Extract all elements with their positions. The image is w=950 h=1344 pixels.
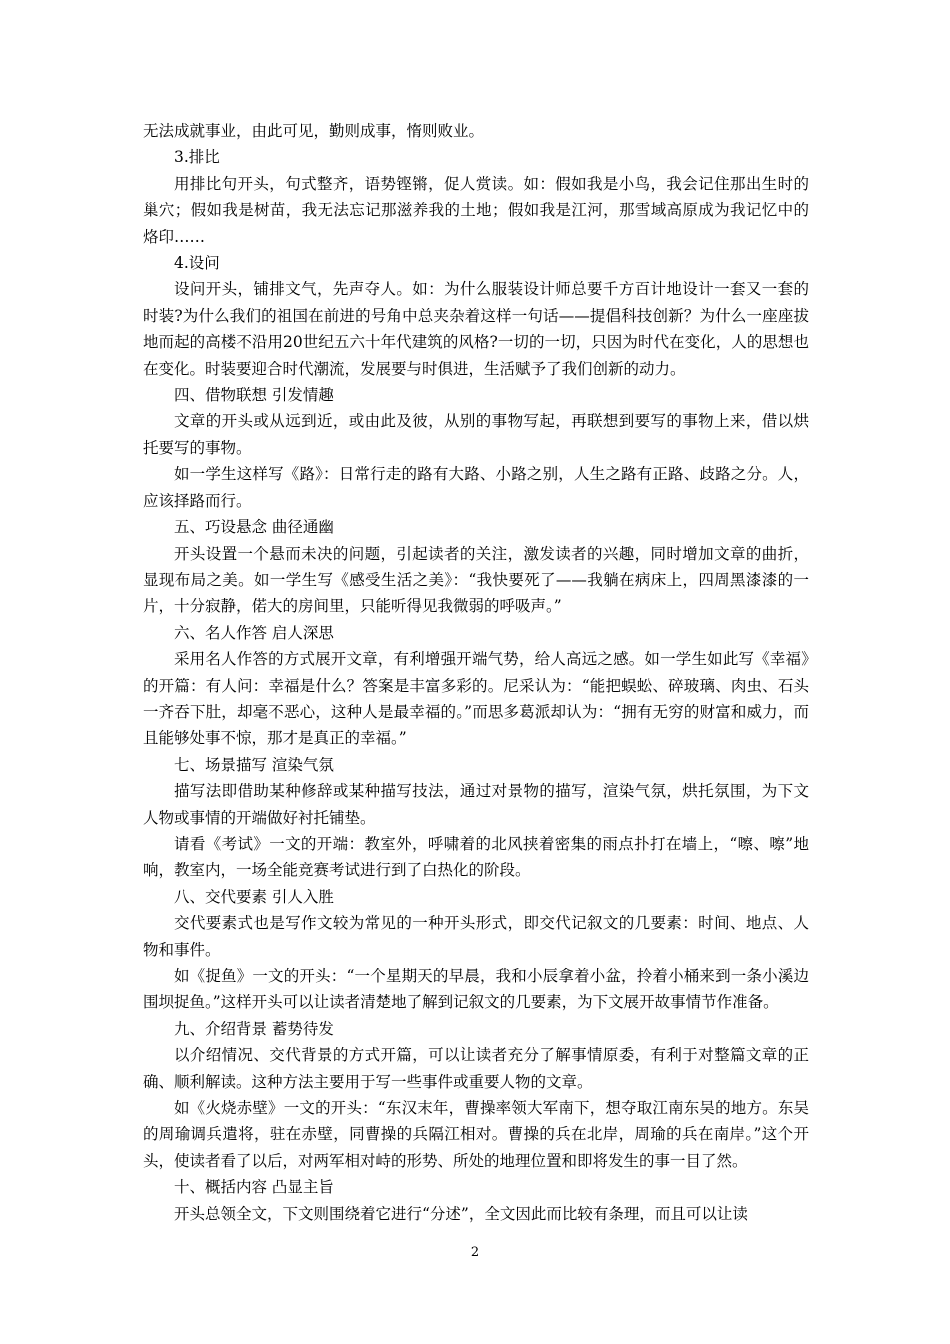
body-paragraph: 以介绍情况、交代背景的方式开篇，可以让读者充分了解事情原委，有利于对整篇文章的正确、顺利解读。这种方法主要用于写一些事件或重要人物的文章。	[143, 1046, 809, 1091]
body-paragraph: 设问开头，铺排文气，先声夺人。如：为什么服装设计师总要千方百计地设计一套又一套的时装?为什么我们的祖国在前进的号角中总夹杂着这样一句话——提倡科技创新？为什么一座座拔地而起的高楼不沿用20世纪五六十年代建筑的风格?一切的一切，只因为时代在变化，人的思想也在变化。时装要迎合时代潮流，发展要与时俱进，生活赋予了我们创新的动力。	[143, 280, 809, 378]
body-paragraph: 用排比句开头，句式整齐，语势铿锵，促人赏读。如：假如我是小鸟，我会记住那出生时的巢穴；假如我是树苗，我无法忘记那滋养我的土地；假如我是江河，那雪域高原成为我记忆中的烙印……	[143, 174, 809, 246]
body-paragraph: 如一学生这样写《路》：日常行走的路有大路、小路之别，人生之路有正路、歧路之分。人，应该择路而行。	[143, 465, 809, 510]
body-paragraph: 文章的开头或从远到近，或由此及彼，从别的事物写起，再联想到要写的事物上来，借以烘托要写的事物。	[143, 412, 809, 457]
body-paragraph: 请看《考试》一文的开端：教室外，呼啸着的北风挟着密集的雨点扑打在墙上，“嚓、嚓”地响，教室内，一场全能竞赛考试进行到了白热化的阶段。	[143, 834, 809, 880]
body-paragraph: 四、借物联想 引发情趣	[174, 386, 334, 405]
body-paragraph: 如《火烧赤壁》一文的开头：“东汉末年，曹操率领大军南下，想夺取江南东吴的地方。东吴的周瑜调兵遣将，驻在赤壁，同曹操的兵隔江相对。曹操的兵在北岸，周瑜的兵在南岸。”这个开头，使读者看了以后，对两军相对峙的形势、所处的地理位置和即将发生的事一目了然。	[143, 1099, 809, 1170]
body-paragraph: 交代要素式也是写作文较为常见的一种开头形式，即交代记叙文的几要素：时间、地点、人物和事件。	[143, 914, 809, 959]
body-paragraph: 开头总领全文，下文则围绕着它进行“分述”，全文因此而比较有条理，而且可以让读	[174, 1204, 748, 1223]
body-paragraph: 八、交代要素 引人入胜	[174, 887, 334, 906]
page-number: 2	[470, 1245, 480, 1260]
body-paragraph: 七、场景描写 渲染气氛	[174, 755, 334, 774]
body-paragraph: 五、巧设悬念 曲径通幽	[174, 518, 334, 537]
body-paragraph: 六、名人作答 启人深思	[174, 623, 334, 642]
body-paragraph: 十、概括内容 凸显主旨	[174, 1178, 334, 1197]
document-body	[143, 118, 809, 1227]
body-paragraph: 3.排比	[174, 148, 220, 167]
body-paragraph: 如《捉鱼》一文的开头：“一个星期天的早晨，我和小辰拿着小盆，拎着小桶来到一条小溪边围坝捉鱼。”这样开头可以让读者清楚地了解到记叙文的几要素，为下文展开故事情节作准备。	[143, 967, 809, 1012]
body-paragraph: 描写法即借助某种修辞或某种描写技法，通过对景物的描写，渲染气氛，烘托氛围，为下文人物或事情的开端做好衬托铺垫。	[143, 782, 809, 827]
body-paragraph: 4.设问	[174, 254, 220, 273]
body-paragraph: 无法成就事业，由此可见，勤则成事，惰则败业。	[143, 122, 485, 140]
body-paragraph: 采用名人作答的方式展开文章，有利增强开端气势，给人高远之感。如一学生如此写《幸福》的开篇：有人问：幸福是什么？答案是丰富多彩的。尼采认为：“能把蜈蚣、碎玻璃、肉虫、石头一齐吞下肚，却毫不恶心，这种人是最幸福的。”而思多葛派却认为：“拥有无穷的财富和威力，而且能够处事不惊，那才是真正的幸福。”	[143, 650, 809, 748]
body-paragraph: 九、介绍背景 蓄势待发	[174, 1019, 334, 1038]
body-paragraph: 开头设置一个悬而未决的问题，引起读者的关注，激发读者的兴趣，同时增加文章的曲折，显现布局之美。如一学生写《感受生活之美》：“我快要死了——我躺在病床上，四周黑漆漆的一片，十分寂静，偌大的房间里，只能听得见我微弱的呼吸声。”	[143, 544, 809, 616]
